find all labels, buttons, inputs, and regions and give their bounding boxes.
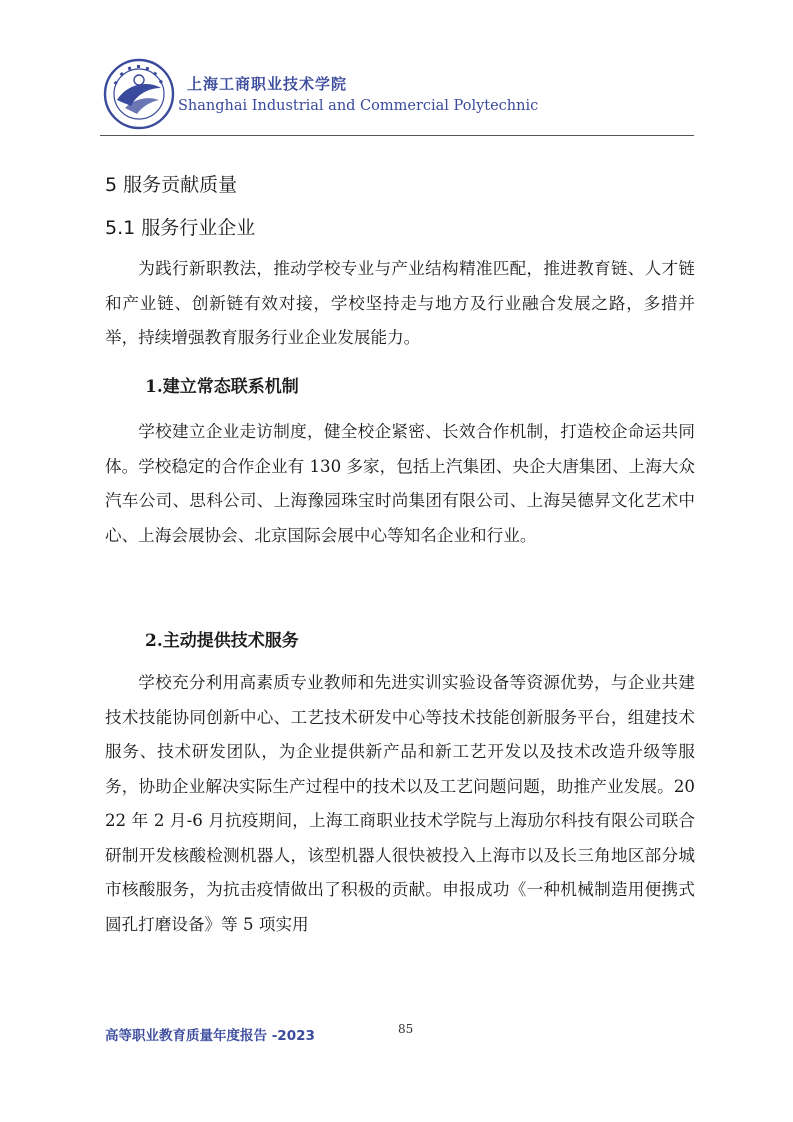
report-title-footer: 高等职业教育质量年度报告 -2023	[105, 1028, 315, 1044]
subsection-title: 5.1 服务行业企业	[105, 217, 256, 239]
page-number: 85	[398, 1022, 414, 1036]
school-name-chinese: 上海工商职业技术学院	[187, 75, 348, 93]
school-seal-logo-icon	[103, 58, 175, 130]
header-divider	[100, 135, 694, 136]
section-title: 5 服务贡献质量	[105, 174, 238, 196]
item1-paragraph: 学校建立企业走访制度，健全校企紧密、长效合作机制，打造校企命运共同体。学校稳定的合作企业有 130 多家，包括上汽集团、央企大唐集团、上海大众汽车公司、思科公司、上海豫园珠宝时尚集团有限公司、上海吴德昇文化艺术中心、上海会展协会、北京国际会展中心等知名企业和行业。	[105, 422, 695, 545]
intro-paragraph: 为践行新职教法，推动学校专业与产业结构精准匹配，推进教育链、人才链和产业链、创新链有效对接，学校坚持走与地方及行业融合发展之路，多措并举，持续增强教育服务行业企业发展能力。	[105, 259, 695, 347]
item2-paragraph: 学校充分利用高素质专业教师和先进实训实验设备等资源优势，与企业共建技术技能协同创新中心、工艺技术研发中心等技术技能创新服务平台，组建技术服务、技术研发团队，为企业提供新产品和新工艺开发以及技术改造升级等服务，协助企业解决实际生产过程中的技术以及工艺问题问题，助推产业发展。2022 年 2 月-6 月抗疫期间，上海工商职业技术学院与上海劢尔科技有限公司联合研制开发核酸检测机器人，该型机器人很快被投入上海市以及长三角地区部分城市核酸服务，为抗击疫情做出了积极的贡献。申报成功《一种机械制造用便携式圆孔打磨设备》等 5 项实用	[105, 673, 695, 934]
item2-heading: 2.主动提供技术服务	[145, 631, 299, 651]
page-header	[100, 52, 700, 136]
school-name-english: Shanghai Industrial and Commercial Polytechnic	[178, 98, 539, 114]
item1-heading: 1.建立常态联系机制	[145, 377, 299, 397]
